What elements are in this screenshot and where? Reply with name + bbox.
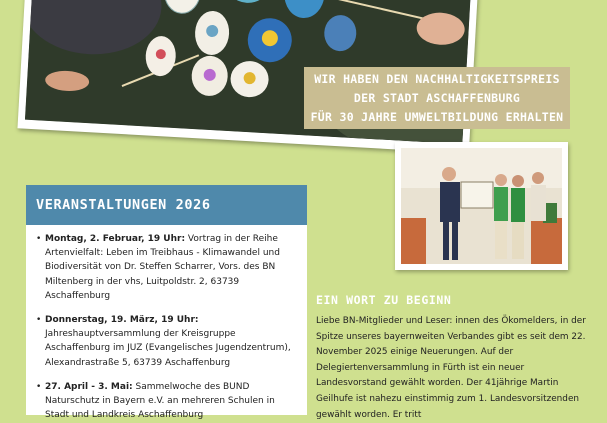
award-line-1: WIR HABEN DEN NACHHALTIGKEITSPREIS (314, 71, 560, 86)
award-banner (304, 67, 570, 129)
bullet-icon: • (36, 315, 42, 326)
event-date: Montag, 2. Februar, 19 Uhr: (45, 234, 186, 244)
event-description: Sammelwoche des BUND Naturschutz in Bayern e.V. an mehreren Schulen in Stadt und Landkreis Aschaffenburg (45, 381, 275, 421)
event-item (36, 313, 299, 370)
event-description: Vortrag in der Reihe Artenvielfalt: Leben im Treibhaus - Klimawandel und Biodiversität von Dr. Steffen Scharrer, Vors. des BN Miltenberg in der vhs, Luitpoldstr. 2, 63739 Aschaffenburg (45, 234, 280, 301)
award-line-2: DER STADT ASCHAFFENBURG (353, 90, 521, 105)
bullet-icon: • (36, 234, 42, 244)
events-box (26, 185, 307, 421)
intro-heading: EIN WORT ZU BEGINN (316, 293, 452, 307)
intro-text: Liebe BN-Mitglieder und Leser: innen des Ökomelders, in der Spitze unseres bayernweiten Verbandes gibt es seit dem 22. November 2025 einige Neuerungen. Auf der Delegiertenversammlung in Fürth ist ein neuer Landesvorstand gewählt worden. Der 41jährige Martin Geilhufe ist nahezu einstimmig zum 1. Landesvorsitzenden gewählt worden. Er tritt (316, 316, 586, 420)
award-ceremony-illustration (401, 148, 562, 264)
award-line-3: FÜR 30 JAHRE UMWELTBILDUNG ERHALTEN (310, 109, 564, 124)
bullet-icon: • (36, 381, 42, 392)
event-item (36, 380, 299, 423)
award-ceremony-photo (395, 142, 568, 270)
event-date: 27. April - 3. Mai: (45, 381, 133, 392)
event-item (36, 232, 299, 303)
event-date: Donnerstag, 19. März, 19 Uhr: (45, 315, 199, 326)
events-title: VERANSTALTUNGEN 2026 (26, 185, 307, 225)
events-list (26, 225, 307, 422)
event-description: Jahreshauptversammlung der Kreisgruppe Aschaffenburg im JUZ (Evangelisches Jugendzentrum), Alexandrastraße 5, 63739 Aschaffenburg (45, 329, 291, 368)
